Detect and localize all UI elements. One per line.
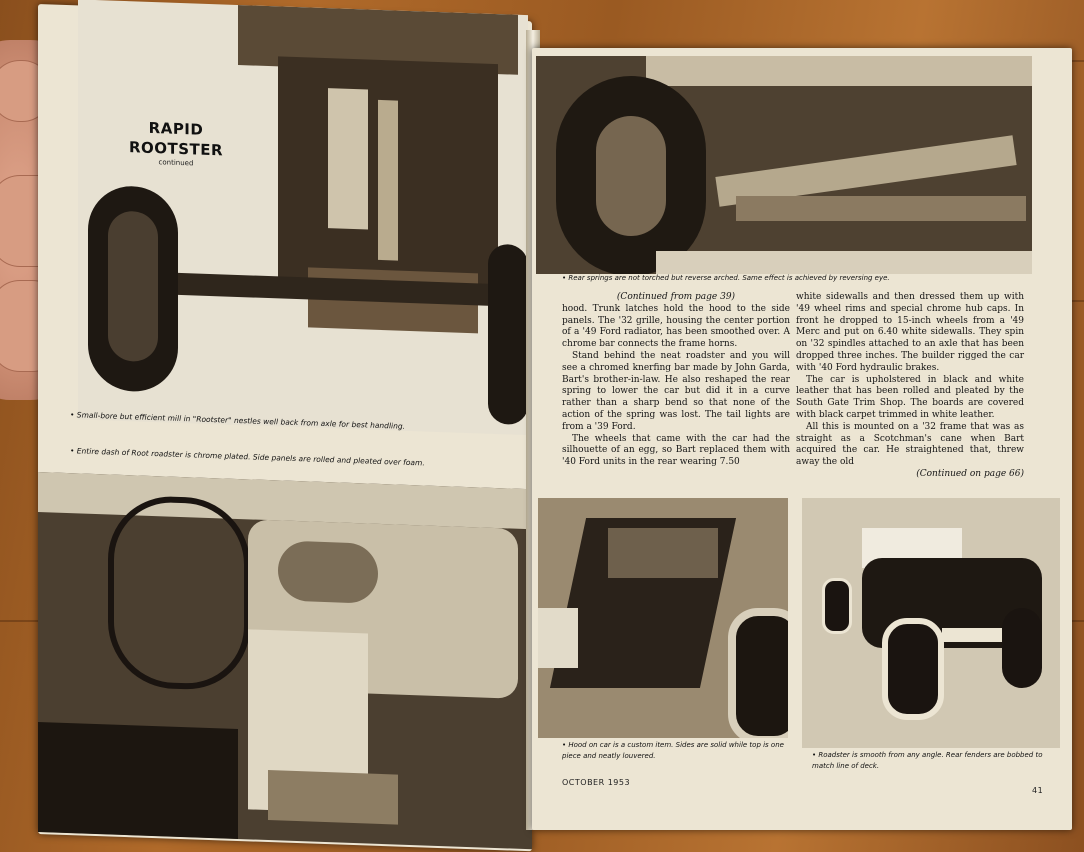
- right-page: [532, 48, 1072, 830]
- body-column-2: [796, 292, 1024, 481]
- roadster-photo: [802, 498, 1060, 748]
- continued-from: (Continued from page 39): [616, 292, 736, 302]
- body-paragraph: The car is upholstered in black and white leather that has been rolled and pleated by the South Gate Trim Shop. The boards are covered with black carpet trimmed in white leather.: [796, 374, 1024, 420]
- body-paragraph: The wheels that came with the car had the silhouette of an egg, so Bart replaced them with '40 Ford units in the rear wearing 7.50: [562, 433, 790, 468]
- body-paragraph: Stand behind the neat roadster and you will see a chromed knerfing bar made by John Garda, Bart's brother-in-law. He also reshaped the rear spring to lower the car but did it in a curve rather than a sharp bend so that none of the action of the spring was lost. The tail lights are from a '39 Ford.: [562, 350, 790, 432]
- footer-month: OCTOBER 1953: [562, 778, 631, 787]
- title-continued: continued: [158, 158, 194, 168]
- body-column-1: [562, 292, 790, 469]
- continued-on: (Continued on page 66): [916, 468, 1024, 479]
- engine-caption: • Small-bore but efficient mill in "Rootster" nestles well back from axle for best handling.: [70, 410, 406, 431]
- springs-caption: • Rear springs are not torched but reverse arched. Same effect is achieved by reversing eye.: [562, 274, 890, 282]
- left-page: [38, 4, 532, 851]
- body-paragraph: hood. Trunk latches hold the hood to the side panels. The '32 grille, housing the center portion of a '49 Ford radiator, has been smoothed over. A chrome bar connects the frame horns.: [562, 303, 790, 350]
- roadster-caption: • Roadster is smooth from any angle. Rear fenders are bobbed to match line of deck.: [812, 751, 1043, 770]
- hood-photo: [538, 498, 788, 738]
- title-line-1: RAPID: [148, 118, 204, 139]
- dash-caption: • Entire dash of Root roadster is chrome plated. Side panels are rolled and pleated over foam.: [70, 446, 425, 468]
- hood-caption: • Hood on car is a custom item. Sides are solid while top is one piece and neatly louvered.: [562, 741, 784, 760]
- springs-photo: [536, 56, 1032, 274]
- body-paragraph: white sidewalls and then dressed them up with '49 wheel rims and special chrome hub caps. In front he dropped to 15-inch wheels from a '49 Merc and put on 6.40 white sidewalls. They spin on '32 spindles attached to an axle that has been dropped three inches. The builder rigged the car with '40 Ford hydraulic brakes.: [796, 292, 1024, 373]
- body-paragraph: All this is mounted on a '32 frame that was as straight as a Scotchman's cane when Bart acquired the car. He straightened that, threw away the old: [796, 421, 1024, 468]
- dash-photo: [38, 472, 532, 849]
- page-number: 41: [1032, 786, 1044, 795]
- engine-photo: [78, 0, 528, 435]
- article-title: [126, 117, 226, 168]
- title-line-2: ROOTSTER: [128, 138, 224, 160]
